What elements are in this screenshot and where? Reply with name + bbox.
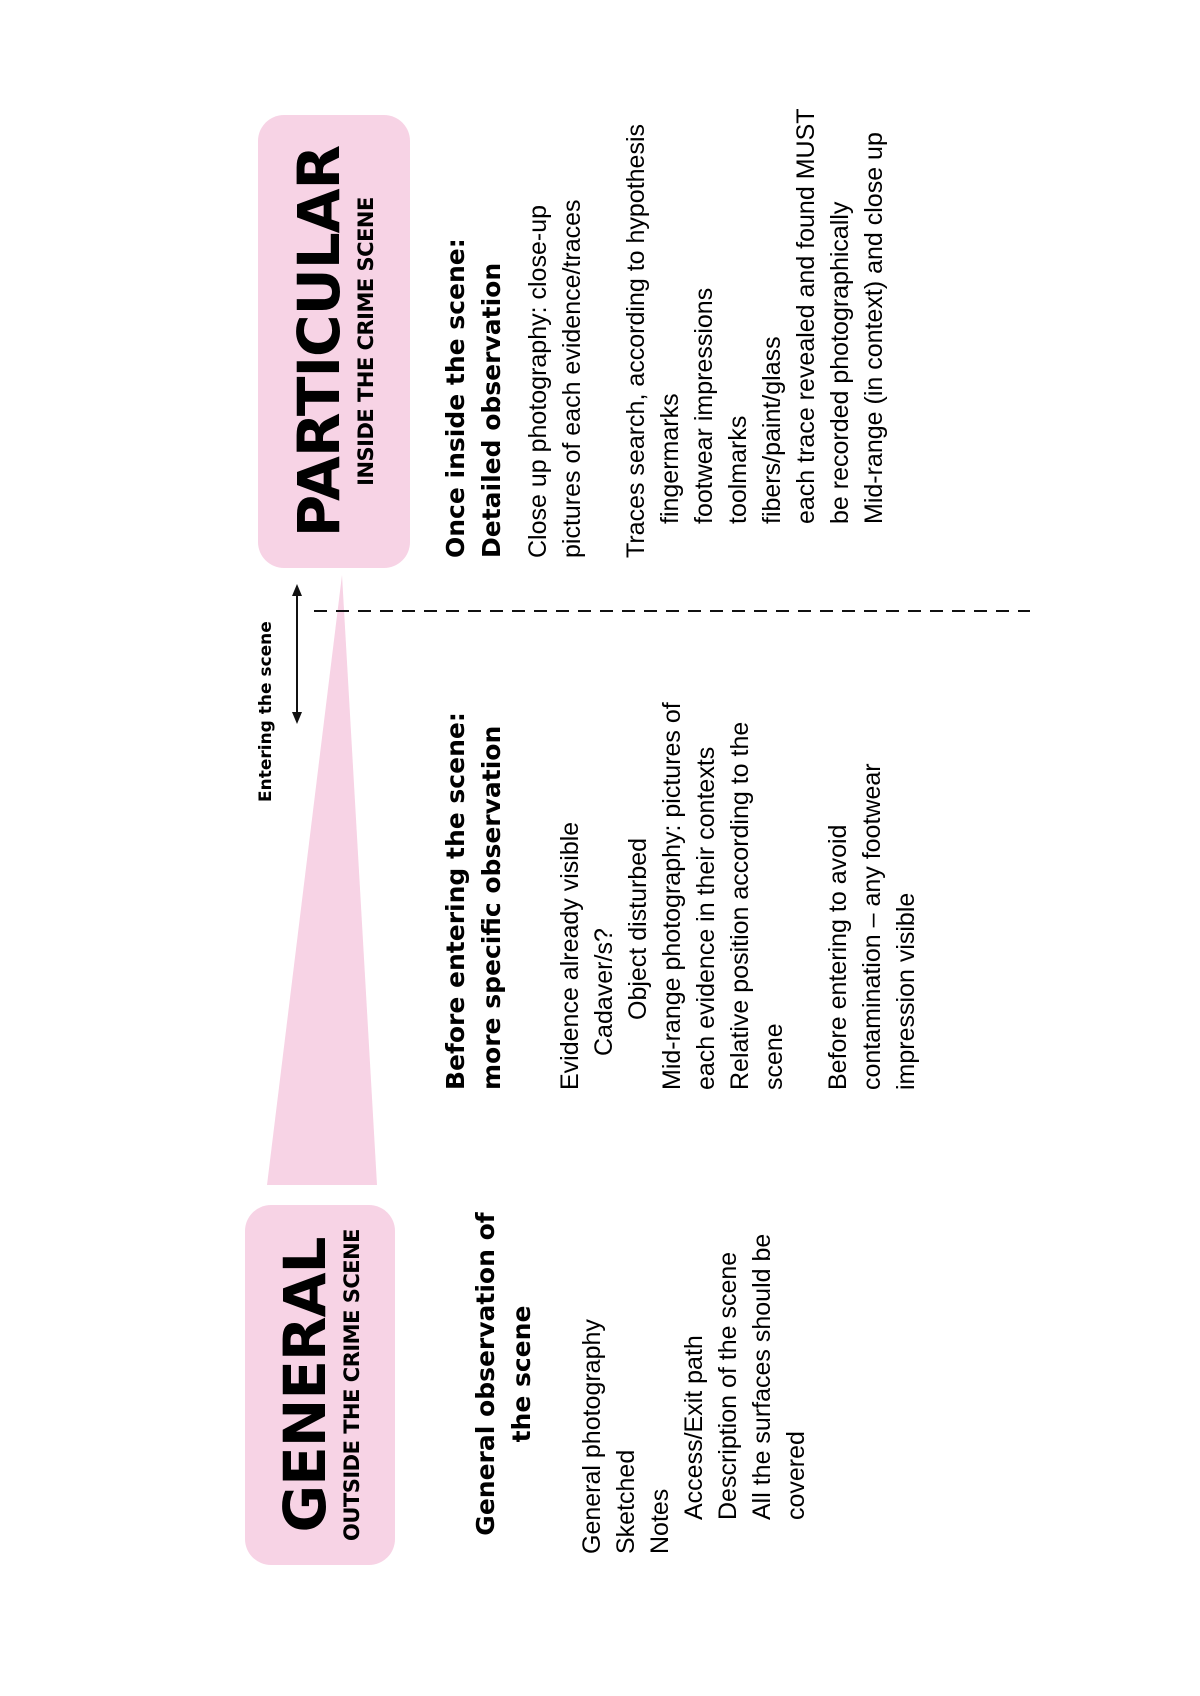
list-item: Traces search, according to hypothesis: [622, 123, 650, 558]
general-box: [245, 1205, 395, 1565]
general-items-list: [575, 1234, 813, 1554]
general-title: GENERAL: [271, 1237, 339, 1533]
list-item: Object disturbed: [624, 837, 652, 1020]
heading-line: the scene: [507, 1305, 536, 1443]
list-item: pictures of each evidence/traces: [558, 199, 586, 558]
general-section-heading: [468, 1209, 540, 1539]
inside-items-list: [521, 108, 891, 558]
heading-line: Once inside the scene:: [441, 238, 470, 558]
list-item: Notes: [646, 1488, 674, 1554]
heading-line: Before entering the scene:: [441, 712, 470, 1090]
list-item: contamination – any footwear: [858, 763, 886, 1090]
entering-scene-label: Entering the scene: [256, 621, 276, 802]
list-spacer: [589, 108, 619, 558]
before-section-heading: [438, 712, 510, 1090]
list-item: Relative position according to the: [726, 721, 754, 1090]
inside-section-heading: [438, 238, 510, 558]
heading-line: General observation of: [471, 1212, 500, 1536]
list-item: Description of the scene: [714, 1251, 742, 1520]
heading-line: more specific observation: [477, 725, 506, 1090]
list-item: Before entering to avoid: [824, 824, 852, 1090]
list-item: Close up photography: close-up: [524, 204, 552, 558]
list-item: Mid-range photography: pictures of: [658, 702, 686, 1090]
list-item: Evidence already visible: [556, 821, 584, 1090]
particular-title: PARTICULAR: [285, 145, 353, 538]
particular-subtitle: INSIDE THE CRIME SCENE: [354, 197, 378, 486]
general-subtitle: OUTSIDE THE CRIME SCENE: [340, 1228, 364, 1542]
list-item: Mid-range (in context) and close up: [860, 132, 888, 524]
list-item: Access/Exit path: [680, 1335, 708, 1520]
list-item: Sketched: [612, 1449, 640, 1554]
list-item: All the surfaces should be: [748, 1233, 776, 1520]
list-item: footwear impressions: [690, 287, 718, 524]
list-item: each evidence in their contexts: [692, 746, 720, 1090]
list-item: scene: [760, 1023, 788, 1090]
list-spacer: [791, 702, 821, 1090]
list-item: impression visible: [892, 892, 920, 1090]
list-item: covered: [782, 1431, 810, 1520]
particular-box: [258, 115, 410, 568]
list-item: be recorded photographically: [826, 201, 854, 524]
list-item: each trace revealed and found MUST: [792, 108, 820, 524]
list-item: fibers/paint/glass: [758, 336, 786, 524]
list-item: Cadaver/s?: [590, 928, 618, 1056]
list-item: General photography: [578, 1319, 606, 1554]
list-item: toolmarks: [724, 415, 752, 524]
list-item: fingermarks: [656, 393, 684, 524]
heading-line: Detailed observation: [477, 262, 506, 558]
before-items-list: [553, 702, 923, 1090]
